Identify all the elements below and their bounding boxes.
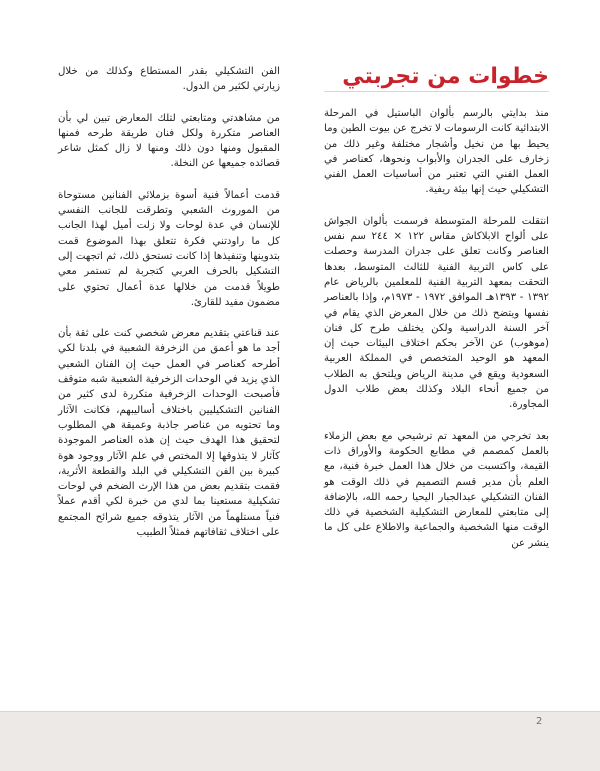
paragraph: منذ بدايتي بالرسم بألوان الباستيل في المرحلة الابتدائية كانت الرسومات لا تخرج عن بيوت الطين وما يحيط بها من نخيل وأشجار مختلفة وغير ذلك من زخارف على الجدران والأبواب ونحوها، كعناصر في العمل الفني التي تعتبر من أساسيات العمل الفني التشكيلي حيث إنها بيئة ريفية. xyxy=(324,108,549,196)
title-divider xyxy=(324,91,549,92)
paragraph: من مشاهدتي ومتابعتي لتلك المعارض تبين لي بأن العناصر متكررة ولكل فنان طريقة طرحه فمنها المقبول ومنها دون ذلك ومنها لا زال كمثل شاعر قصائده جميعها عن النخلة. xyxy=(58,112,280,170)
paragraph: بعد تخرجي من المعهد تم ترشيحي مع بعض الزملاء بالعمل كمصمم في مطابع الحكومة والأوراق ذات القيمة، واكتسبت من خلال هذا العمل خبرة فنية، مع العلم بأن مدير قسم التصميم في ذلك الوقت هو الفنان التشكيلي عبدالجبار اليحيا رحمه الله، بالإضافة إلى متابعتي للمعارض التشكيلية الشخصية في ذلك الوقت منها الشخصية والجماعية والاطلاع على كل ما ينشر عن xyxy=(324,430,549,549)
paragraph: قدمت أعمالاً فنية أسوة بزملائي الفنانين مستوحاة من الموروث الشعبي وتطرقت للجانب النفسي للإنسان في عدة لوحات ولا زلت أميل لهذا الجانب كل ما راودتني فكرة تتعلق بهذا الموضوع قمت بتدوينها وتنفيذها إذا كانت تستحق ذلك، ثم اتجهت إلى التشكيل بالحرف العربي كتجربة لم تستمر معي طويلاً قدمت من خلالها عدة أعمال تحتوي على مضمون مفيد للقارئ. xyxy=(58,189,280,308)
paragraph: عند قناعتي بتقديم معرض شخصي كنت على ثقة بأن أجد ما هو أعمق من الزخرفة الشعبية في بلدنا لكي أطرحه كعناصر في العمل حيث إن الفنان الشعبي الذي يزيد في الوحدات الزخرفية الشعبية شبه متوقف فأصبحت الوحدات الزخرفية متكررة لدى كثير من الفنانين التشكيليين باختلاف أساليبهم، فكانت الآثار وما تحتويه من عناصر جاذبة وعميقة هي المطلوب لتحقيق هذا الهدف حيث إن هذه العناصر الموجودة كآثار لا يتذوقها إلا المختص في علم الآثار ووجود هوة كبيرة بين الفن التشكيلي في البلد والقطعة الأثرية، فقمت بتقديم بعض من هذا الإرث الضخم في لوحات تشكيلية مستعينا بما لدي من خبرة لكي أقدم عملاً فنياً مستلهماً من الآثار يتذوقه جميع شرائح المجتمع على اختلاف ثقافاتهم فمثلاً الطبيب xyxy=(58,328,280,539)
paragraph: الفن التشكيلي بقدر المستطاع وكذلك من خلال زيارتي لكثير من الدول. xyxy=(58,66,280,93)
page-title: خطوات من تجربتي xyxy=(342,64,549,89)
left-column xyxy=(58,64,280,556)
paragraph: انتقلت للمرحلة المتوسطة فرسمت بألوان الجواش على ألواح الابلاكاش مقاس ١٢٢ × ٢٤٤ سم نفس العناصر وكانت تعلق على جدران المدرسة وحصلت على كاس التربية الفنية للثالث المتوسط، بعدها التحقت بمعهد التربية الفنية للمعلمين بالرياض عام ١٣٩٢ - ١٣٩٣هـ الموافق ١٩٧٢ - ١٩٧٣م، وإذا بالعناصر نفسها ويتضح ذلك من خلال المعرض الذي يقام في آخر السنة الدراسية ولكن يختلف طرح كل فنان (موهوب) عن الآخر بحكم اختلاف البيئات حيث إن المعهد هو الوحيد المتخصص في المملكة العربية السعودية ويقع في مدينة الرياض ويلتحق به الطلاب من جميع أنحاء البلاد وكذلك بعض طلاب الدول المجاورة. xyxy=(324,215,550,411)
page-footer xyxy=(0,712,600,771)
right-column xyxy=(324,62,549,567)
page-number: 2 xyxy=(536,716,543,727)
